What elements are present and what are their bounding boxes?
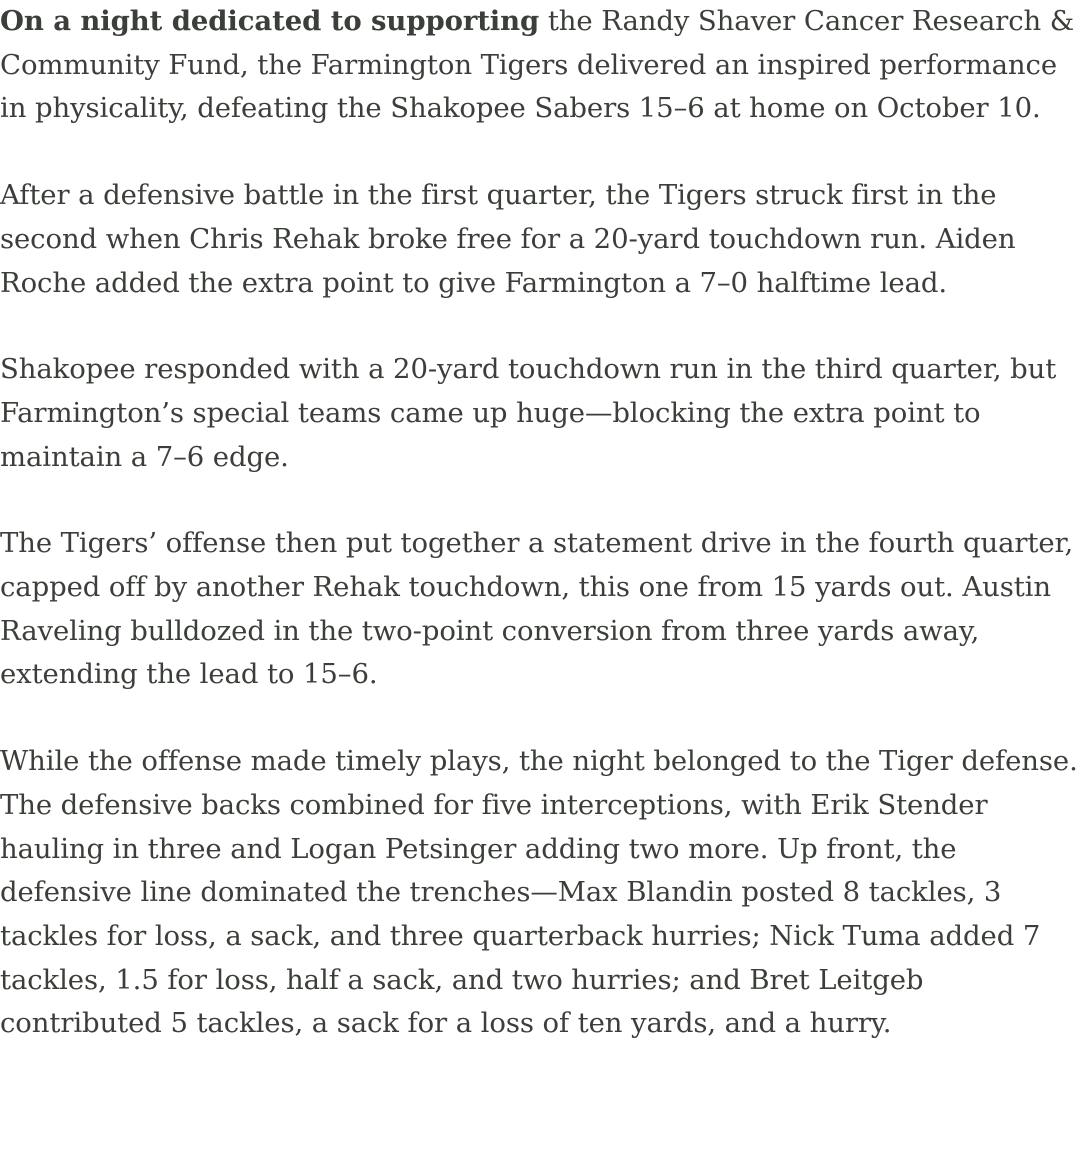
paragraph-2: After a defensive battle in the first quarter, the Tigers struck first in the second when Chris Rehak broke free for a 20-yard touchdown run. Aiden Roche added the extra point to give Farmington a 7–0 halftime lead. — [0, 179, 1016, 299]
paragraph-5: While the offense made timely plays, the night belonged to the Tiger defense. The defensive backs combined for five interceptions, with Erik Stender hauling in three and Logan Petsinger adding two more. Up front, the defensive line dominated the trenches—Max Blandin posted 8 tackles, 3 tackles for loss, a sack, and three quarterback hurries; Nick Tuma added 7 tackles, 1.5 for loss, half a sack, and two hurries; and Bret Leitgeb contributed 5 tackles, a sack for a loss of ten yards, and a hurry. — [0, 745, 1078, 1040]
article-lead-in: On a night dedicated to supporting — [0, 5, 540, 37]
paragraph-1-text: the Randy Shaver Cancer Research & Community Fund, the Farmington Tigers delivered an inspired performance in physicality, defeating the Shakopee Sabers 15–6 at home on October 10. — [0, 5, 1075, 125]
paragraph-3: Shakopee responded with a 20-yard touchdown run in the third quarter, but Farmington’s special teams came up huge—blocking the extra point to maintain a 7–6 edge. — [0, 353, 1057, 473]
paragraph-1 — [0, 0, 1078, 131]
paragraph-4: The Tigers’ offense then put together a statement drive in the fourth quarter, capped off by another Rehak touchdown, this one from 15 yards out. Austin Raveling bulldozed in the two-point conversion from three yards away, extending the lead to 15–6. — [0, 527, 1074, 691]
